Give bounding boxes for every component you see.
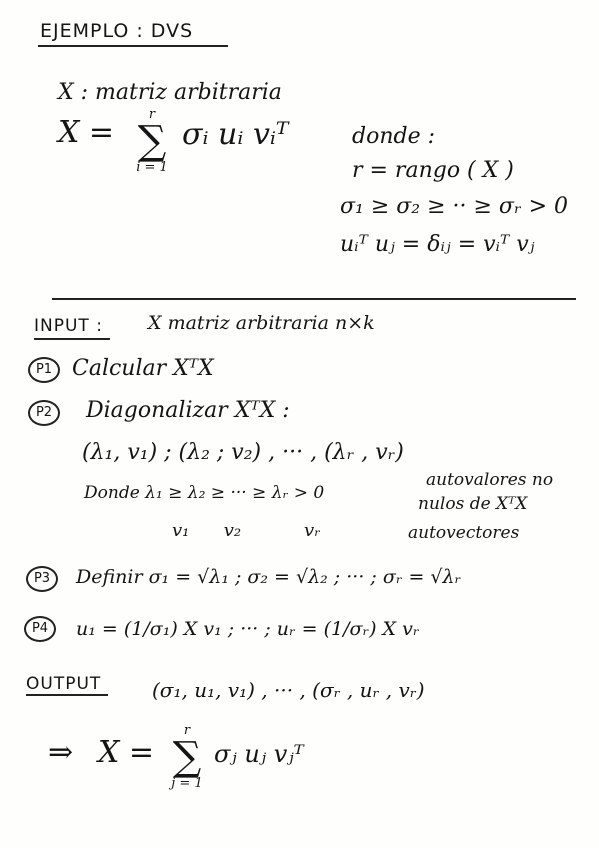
input-description: X matriz arbitraria n×k (148, 312, 375, 334)
output-underline (26, 694, 108, 696)
section-divider (52, 298, 576, 300)
step-tag-p2: P2 (28, 400, 60, 426)
title-underline (38, 45, 228, 47)
result-sigma-sum-icon: ∑ (172, 734, 202, 780)
eigen-pairs: (λ₁, v₁) ; (λ₂ ; v₂) , ··· , (λᵣ , vᵣ) (82, 440, 404, 465)
step-p2-text: Diagonalizar XᵀX : (86, 398, 290, 423)
page-title: EJEMPLO : DVS (40, 20, 194, 42)
svd-sum-body: σᵢ uᵢ vᵢᵀ (182, 117, 289, 152)
definition-line: X : matriz arbitraria (58, 80, 282, 105)
rank-definition: r = rango ( X ) (352, 158, 514, 183)
autovectores-label: autovectores (408, 523, 520, 543)
output-triples: (σ₁, u₁, v₁) , ··· , (σᵣ , uᵣ , vᵣ) (152, 678, 425, 702)
autovalores-label-1: autovalores no (426, 470, 554, 490)
input-label: INPUT : (34, 316, 103, 336)
step-tag-p3: P3 (26, 566, 58, 592)
implies-arrow: ⇒ (48, 735, 74, 770)
orthonormality-condition: uᵢᵀ uⱼ = δᵢⱼ = vᵢᵀ vⱼ (340, 232, 535, 257)
step-p1-text: Calcular XᵀX (72, 356, 214, 381)
result-sum-body: σⱼ uⱼ vⱼᵀ (214, 740, 304, 768)
autovalores-label-2: nulos de XᵀX (418, 494, 528, 514)
step-tag-p1: P1 (28, 357, 60, 383)
svd-lhs: X = (58, 115, 115, 150)
eigenvalue-order: Donde λ₁ ≥ λ₂ ≥ ··· ≥ λᵣ > 0 (84, 483, 325, 503)
step-tag-p4: P4 (24, 616, 56, 642)
singular-value-order: σ₁ ≥ σ₂ ≥ ·· ≥ σᵣ > 0 (340, 194, 568, 219)
step-p4-text: u₁ = (1/σ₁) X v₁ ; ··· ; uᵣ = (1/σᵣ) X vᵣ (76, 618, 420, 640)
result-sum-lower-limit: j = 1 (171, 776, 203, 791)
result-lhs: X = (98, 735, 155, 770)
sigma-sum-icon: ∑ (137, 118, 167, 164)
result-sum-upper-limit: r (183, 723, 191, 738)
sum-lower-limit: i = 1 (136, 160, 168, 175)
step-p3-text: Definir σ₁ = √λ₁ ; σ₂ = √λ₂ ; ··· ; σᵣ = √λᵣ (76, 566, 462, 588)
sum-upper-limit: r (148, 107, 156, 122)
svd-summation (135, 108, 169, 174)
eigenvectors-list: v₁ v₂ vᵣ (172, 520, 321, 541)
result-summation (170, 724, 204, 790)
output-label: OUTPUT (26, 674, 102, 694)
input-underline (34, 338, 110, 340)
donde-label: donde : (352, 124, 436, 149)
